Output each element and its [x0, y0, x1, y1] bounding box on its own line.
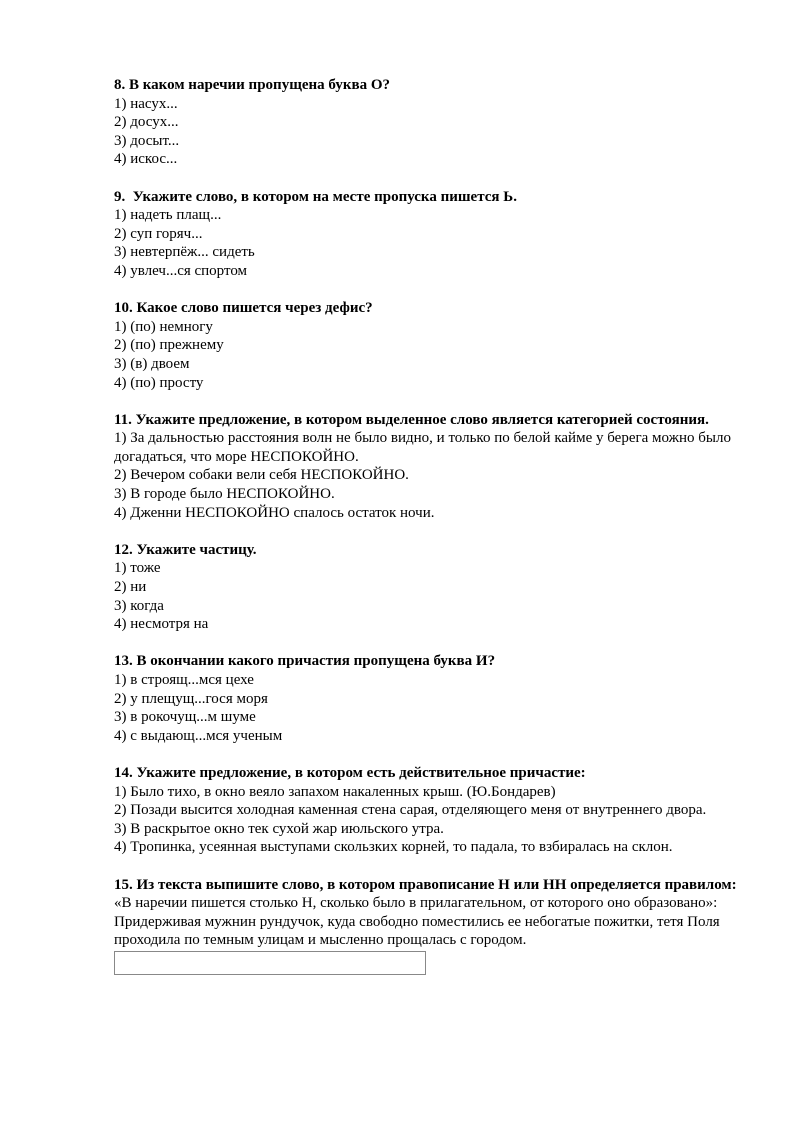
source-text: Придерживая мужнин рундучок, куда свободно поместились ее небогатые пожитки, тетя Поля проходила по темным улицам и мысленно прощалась с городом.	[114, 913, 720, 949]
answer-option: 2) Позади высится холодная каменная стена сарая, отделяющего меня от внутреннего двора.	[114, 802, 707, 819]
answer-option: 2) ни	[114, 579, 147, 596]
answer-option: 3) в рокочущ...м шуме	[114, 709, 256, 726]
question-title	[114, 876, 750, 913]
answer-option: 3) (в) двоем	[114, 355, 190, 372]
question-title: 14. Укажите предложение, в котором есть действительное причастие:	[114, 764, 586, 781]
question-14	[114, 764, 750, 857]
question-title: 9. Укажите слово, в котором на месте пропуска пишется Ь.	[114, 188, 517, 205]
answer-option: 4) (по) просту	[114, 374, 204, 391]
answer-option: 2) (по) прежнему	[114, 337, 224, 354]
question-title-bold: 15. Из текста выпишите слово, в котором правописание Н или НН определяется правилом:	[114, 876, 737, 893]
answer-option: 4) увлеч...ся спортом	[114, 262, 248, 279]
answer-option: 1) тоже	[114, 560, 161, 577]
answer-option: 1) в строящ...мся цехе	[114, 672, 254, 688]
question-13	[114, 652, 750, 745]
test-page	[114, 76, 750, 975]
answer-option: 1) насух...	[114, 95, 178, 112]
question-8	[114, 76, 750, 169]
answer-option: 1) Было тихо, в окно веяло запахом накаленных крыш. (Ю.Бондарев)	[114, 783, 556, 800]
answer-option: 4) несмотря на	[114, 616, 209, 633]
question-9	[114, 188, 750, 281]
answer-option: 1) За дальностью расстояния волн не было видно, и только по белой кайме у берега можно было догадаться, что море НЕСПОКОЙНО.	[114, 430, 731, 465]
answer-option: 3) невтерпёж... сидеть	[114, 244, 255, 261]
answer-option: 3) В городе было НЕСПОКОЙНО.	[114, 486, 335, 503]
question-title: 12. Укажите частицу.	[114, 541, 257, 558]
answer-option: 2) Вечером собаки вели себя НЕСПОКОЙНО.	[114, 467, 409, 484]
question-title: 13. В окончании какого причастия пропущена буква И?	[114, 653, 496, 670]
answer-option: 1) надеть плащ...	[114, 207, 222, 224]
question-title: 8. В каком наречии пропущена буква О?	[114, 77, 390, 93]
question-12	[114, 541, 750, 634]
answer-option: 4) с выдающ...мся ученым	[114, 727, 283, 744]
answer-option: 4) Тропинка, усеянная выступами скользких корней, то падала, то взбиралась на склон.	[114, 839, 673, 856]
question-10	[114, 299, 750, 392]
answer-option: 4) искос...	[114, 151, 178, 168]
answer-option: 3) досыт...	[114, 132, 180, 149]
question-title: 10. Какое слово пишется через дефис?	[114, 300, 373, 317]
answer-input[interactable]	[114, 951, 426, 975]
question-title: 11. Укажите предложение, в котором выделенное слово является категорией состояния.	[114, 411, 709, 428]
answer-option: 2) у плещущ...гося моря	[114, 690, 268, 707]
question-15	[114, 876, 750, 975]
answer-option: 3) В раскрытое окно тек сухой жар июльского утра.	[114, 820, 444, 837]
question-11	[114, 411, 750, 523]
answer-option: 1) (по) немногу	[114, 318, 213, 335]
answer-option: 2) досух...	[114, 114, 179, 131]
answer-option: 4) Дженни НЕСПОКОЙНО спалось остаток ночи.	[114, 504, 435, 521]
answer-option: 3) когда	[114, 597, 164, 614]
rule-text: «В наречии пишется столько Н, сколько было в прилагательном, от которого оно образовано»:	[114, 895, 718, 912]
answer-option: 2) суп горяч...	[114, 225, 203, 242]
